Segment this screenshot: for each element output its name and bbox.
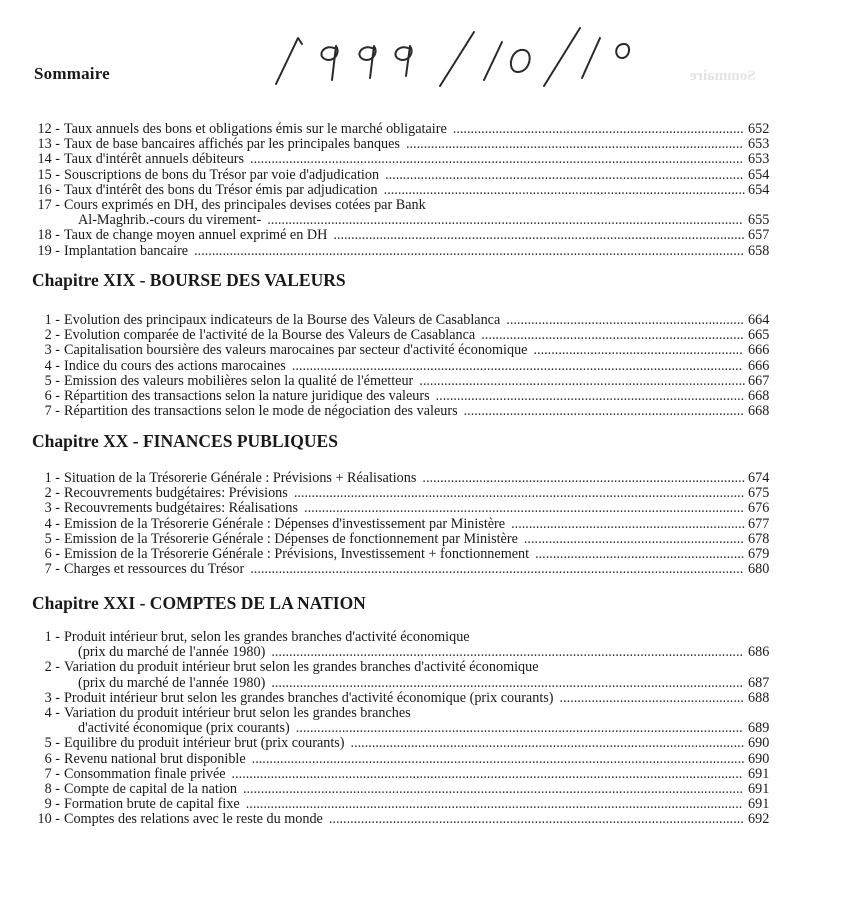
toc-entry[interactable] — [0, 168, 853, 183]
toc-entry-number: 19 - — [37, 242, 60, 259]
toc-entry-number: 1 - — [44, 629, 60, 645]
toc-entry[interactable] — [0, 328, 853, 343]
toc-entry-number: 1 - — [44, 470, 60, 486]
toc-entry[interactable] — [0, 630, 853, 645]
toc-entry-page: 652 — [748, 121, 770, 137]
dot-leader: ........................................................................................................................................................... — [194, 243, 744, 259]
toc-entry-page: 674 — [748, 470, 770, 486]
dot-leader: ............................................................................................................................................ — [245, 797, 743, 813]
toc-entry-title: Répartition des transactions selon le mode de négociation des valeurs — [64, 404, 458, 420]
toc-entry-number: 2 - — [44, 327, 60, 344]
toc-entry-number: 3 - — [44, 689, 60, 706]
toc-entry-number: 10 - — [37, 811, 60, 828]
toc-entry-title: Emission de la Trésorerie Générale : Dépenses de fonctionnement par Ministère — [64, 531, 518, 547]
toc-entry[interactable] — [0, 374, 853, 389]
toc-entry-number: 3 - — [44, 500, 60, 517]
toc-entry-number: 13 - — [37, 136, 60, 153]
dot-leader: ............................................................................................................................ — [304, 501, 744, 517]
toc-entry-number: 5 - — [44, 372, 60, 389]
toc-entry-number: 4 - — [44, 705, 60, 721]
toc-entry-number: 2 - — [44, 659, 60, 676]
toc-entry-title: Charges et ressources du Trésor — [64, 562, 245, 578]
toc-entry-number: 7 - — [44, 561, 60, 578]
toc-entry-title: Evolution des principaux indicateurs de la Bourse des Valeurs de Casablanca — [64, 313, 501, 328]
dot-leader: ............................................................................................................... — [350, 736, 745, 752]
dot-leader: ........................................................... — [535, 547, 745, 562]
chapter-title: Chapitre XX - FINANCES PUBLIQUES — [32, 431, 338, 451]
toc-entry-number: 5 - — [44, 530, 60, 547]
toc-entry-title: Formation brute de capital fixe — [64, 797, 240, 813]
toc-entry-page: 666 — [748, 357, 770, 374]
toc-entry-number: 12 - — [37, 121, 60, 137]
toc-entry[interactable] — [0, 812, 853, 827]
toc-entry-number: 9 - — [44, 796, 60, 813]
toc-entry[interactable] — [0, 736, 853, 751]
toc-entry-title: Recouvrements budgétaires: Prévisions — [64, 486, 288, 502]
toc-entry-title: Capitalisation boursière des valeurs marocaines par secteur d'activité économique — [64, 343, 528, 359]
toc-entry-continuation — [0, 213, 853, 228]
toc-entry-page: 689 — [748, 720, 770, 737]
dot-leader: ............................................................................... — [463, 404, 744, 420]
toc-entry[interactable] — [0, 547, 853, 562]
dot-leader: ..................................................................................................... — [385, 167, 744, 183]
toc-entry[interactable] — [0, 404, 853, 419]
dot-leader: ............................................................................................................................... — [293, 486, 745, 502]
toc-entry-page: 680 — [748, 561, 770, 578]
toc-entry-page: 655 — [748, 212, 770, 229]
toc-entry-title: Cours exprimés en DH, des principales devises cotées par Bank — [64, 198, 426, 213]
dot-leader: ........................................................................................................................................... — [250, 562, 744, 578]
dot-leader: ............................................................................................ — [419, 373, 746, 389]
dot-leader: ................................................................... — [506, 313, 744, 328]
handwritten-date — [262, 14, 652, 94]
toc-entry-page: 691 — [748, 781, 770, 797]
dot-leader: ...................................................................................................................................... — [267, 213, 743, 229]
dot-leader: ..................................................................................................................... — [328, 812, 744, 828]
toc-entry[interactable] — [0, 471, 853, 486]
toc-entry-page: 692 — [748, 811, 770, 828]
toc-entry[interactable] — [0, 486, 853, 501]
dot-leader: ............................................................................................................................... — [291, 358, 743, 374]
toc-entry-title: Répartition des transactions selon la nature juridique des valeurs — [64, 389, 430, 404]
toc-entry[interactable] — [0, 313, 853, 328]
toc-entry-title: Produit intérieur brut, selon les grandes branches d'activité économique — [64, 630, 470, 645]
toc-entry-number: 17 - — [37, 197, 60, 213]
toc-entry-title: Equilibre du produit intérieur brut (prix courants) — [64, 736, 345, 752]
dot-leader: ..................................................................................................................................... — [271, 645, 744, 661]
toc-entry-number: 8 - — [44, 781, 60, 797]
toc-entry[interactable] — [0, 183, 853, 198]
toc-entry-title: Taux d'intérêt annuels débiteurs — [64, 152, 245, 168]
toc-entry-title: Revenu national brut disponible — [64, 751, 246, 767]
toc-entry-title: Variation du produit intérieur brut selon les grandes branches d'activité économique — [64, 660, 539, 676]
toc-entry[interactable] — [0, 706, 853, 721]
toc-entry-number: 14 - — [37, 151, 60, 168]
toc-entry-number: 7 - — [44, 403, 60, 420]
dot-leader: ........................................................................................................................................... — [250, 152, 744, 168]
toc-entry-page: 679 — [748, 546, 770, 562]
toc-entry[interactable] — [0, 152, 853, 167]
toc-entry-page: 691 — [748, 796, 770, 813]
toc-entry-title: Emission de la Trésorerie Générale : Prévisions, Investissement + fonctionnement — [64, 547, 530, 562]
ghost-heading: Sommaire — [690, 68, 756, 84]
toc-entry-continuation — [0, 645, 853, 660]
toc-entry-page: 675 — [748, 485, 770, 502]
page-title: Sommaire — [34, 64, 110, 83]
dot-leader: .............................................................. — [523, 531, 744, 547]
toc-entry-number: 18 - — [37, 227, 60, 244]
toc-entry-title: Taux de base bancaires affichés par les principales banques — [64, 137, 400, 153]
toc-entry-title: Compte de capital de la nation — [64, 782, 237, 797]
toc-entry-number: 3 - — [44, 342, 60, 359]
toc-entry[interactable] — [0, 501, 853, 516]
dot-leader: .................................................................................................................... — [333, 228, 745, 244]
toc-entry-page: 676 — [748, 500, 770, 517]
toc-entry-title: Taux d'intérêt des bons du Trésor émis par adjudication — [64, 182, 378, 198]
toc-entry-number: 6 - — [44, 546, 60, 562]
toc-entry[interactable] — [0, 228, 853, 243]
toc-entry-title: Consommation finale privée — [64, 766, 226, 782]
toc-entry[interactable] — [0, 691, 853, 706]
toc-entry-page: 654 — [748, 166, 770, 183]
toc-entry-number: 4 - — [44, 357, 60, 374]
toc-entry-page: 657 — [748, 227, 770, 244]
toc-entry[interactable] — [0, 244, 853, 259]
toc-entry-page: 668 — [748, 388, 770, 404]
toc-entry-page: 691 — [748, 765, 770, 782]
toc-entry-title: Taux de change moyen annuel exprimé en DH — [64, 228, 328, 244]
toc-entry-page: 658 — [748, 242, 770, 259]
toc-entry[interactable] — [0, 752, 853, 767]
chapter-title: Chapitre XXI - COMPTES DE LA NATION — [32, 593, 366, 613]
toc-entry-title: Recouvrements budgétaires: Réalisations — [64, 501, 299, 517]
dot-leader: .......................................................................... — [481, 328, 744, 344]
dot-leader: ................................................................................................................................................ — [231, 766, 743, 782]
toc-entry[interactable] — [0, 797, 853, 812]
handwritten-date-scribble — [262, 14, 652, 94]
toc-entry-page: 653 — [748, 151, 770, 168]
toc-entry-title: Produit intérieur brut selon les grandes branches d'activité économique (prix courants) — [64, 690, 554, 706]
dot-leader: ........................................................................................... — [422, 471, 746, 486]
dot-leader: ............................................................................................................................................. — [242, 782, 744, 797]
toc-entry-title: Implantation bancaire — [64, 243, 189, 259]
toc-entry-title-cont: d'activité économique (prix courants) — [78, 721, 290, 737]
dot-leader: ........................................................... — [533, 343, 743, 359]
dot-leader: ............................................................................................... — [405, 137, 743, 153]
toc-entry-page: 668 — [748, 403, 770, 420]
toc-entry-number: 15 - — [37, 166, 60, 183]
toc-entry-continuation — [0, 721, 853, 736]
toc-entry-title: Variation du produit intérieur brut selon les grandes branches — [64, 706, 411, 721]
toc-entry-page: 677 — [748, 515, 770, 532]
dot-leader: ...................................................................................................... — [383, 182, 746, 198]
dot-leader: ..................................................................................................................................... — [271, 675, 744, 691]
toc-entry[interactable] — [0, 517, 853, 532]
toc-entry[interactable] — [0, 359, 853, 374]
toc-entry-page: 667 — [748, 372, 770, 389]
toc-entry[interactable] — [0, 532, 853, 547]
toc-entry-number: 2 - — [44, 485, 60, 502]
toc-entry-page: 688 — [748, 689, 770, 706]
toc-entry-title-cont: (prix du marché de l'année 1980) — [78, 645, 266, 661]
toc-entry-page: 678 — [748, 530, 770, 547]
toc-entry-page: 666 — [748, 342, 770, 359]
toc-entry-title: Comptes des relations avec le reste du monde — [64, 812, 323, 828]
toc-entry[interactable] — [0, 198, 853, 213]
toc-entry[interactable] — [0, 389, 853, 404]
dot-leader: .............................................................................................................................. — [295, 721, 743, 737]
toc-entry-number: 7 - — [44, 765, 60, 782]
toc-entry-title-cont: (prix du marché de l'année 1980) — [78, 675, 266, 691]
toc-entry-title: Evolution comparée de l'activité de la Bourse des Valeurs de Casablanca — [64, 328, 476, 344]
toc-entry-page: 687 — [748, 674, 770, 691]
toc-entry-number: 1 - — [44, 312, 60, 328]
dot-leader: ....................................................................................... — [435, 389, 745, 404]
toc-entry-title: Situation de la Trésorerie Générale : Prévisions + Réalisations — [64, 471, 417, 486]
toc-entry-title: Emission de la Trésorerie Générale : Dépenses d'investissement par Ministère — [64, 516, 506, 532]
toc-entry-page: 690 — [748, 735, 770, 752]
toc-entry-number: 6 - — [44, 750, 60, 767]
toc-entry-number: 5 - — [44, 735, 60, 752]
toc-entry-title: Souscriptions de bons du Trésor par voie d'adjudication — [64, 167, 380, 183]
dot-leader: .................................................................................. — [452, 122, 744, 137]
toc-entry[interactable] — [0, 767, 853, 782]
toc-entry-page: 690 — [748, 750, 770, 767]
toc-entry[interactable] — [0, 660, 853, 675]
toc-entry[interactable] — [0, 122, 853, 137]
dot-leader: .................................................... — [559, 690, 744, 706]
toc-entry[interactable] — [0, 562, 853, 577]
toc-entry-page: 654 — [748, 181, 770, 198]
toc-entry-title-cont: Al-Maghrib.-cours du virement- — [78, 213, 262, 229]
toc-entry-page: 653 — [748, 136, 770, 153]
chapter-title: Chapitre XIX - BOURSE DES VALEURS — [32, 270, 346, 290]
toc-entry-page: 664 — [748, 312, 770, 328]
toc-entry-title: Emission des valeurs mobilières selon la qualité de l'émetteur — [64, 373, 414, 389]
toc-entry-title: Indice du cours des actions marocaines — [64, 358, 286, 374]
toc-entry-title: Taux annuels des bons et obligations émis sur le marché obligataire — [64, 122, 447, 137]
toc-entry[interactable] — [0, 137, 853, 152]
toc-entry-number: 4 - — [44, 515, 60, 532]
toc-entry[interactable] — [0, 782, 853, 797]
toc-entry-page: 665 — [748, 327, 770, 344]
dot-leader: .................................................................. — [511, 516, 746, 532]
toc-entry-number: 16 - — [37, 181, 60, 198]
toc-entry[interactable] — [0, 343, 853, 358]
dot-leader: ........................................................................................................................................... — [251, 751, 745, 767]
toc-entry-page: 686 — [748, 644, 770, 661]
toc-entry-continuation — [0, 676, 853, 691]
toc-entry-number: 6 - — [44, 388, 60, 404]
